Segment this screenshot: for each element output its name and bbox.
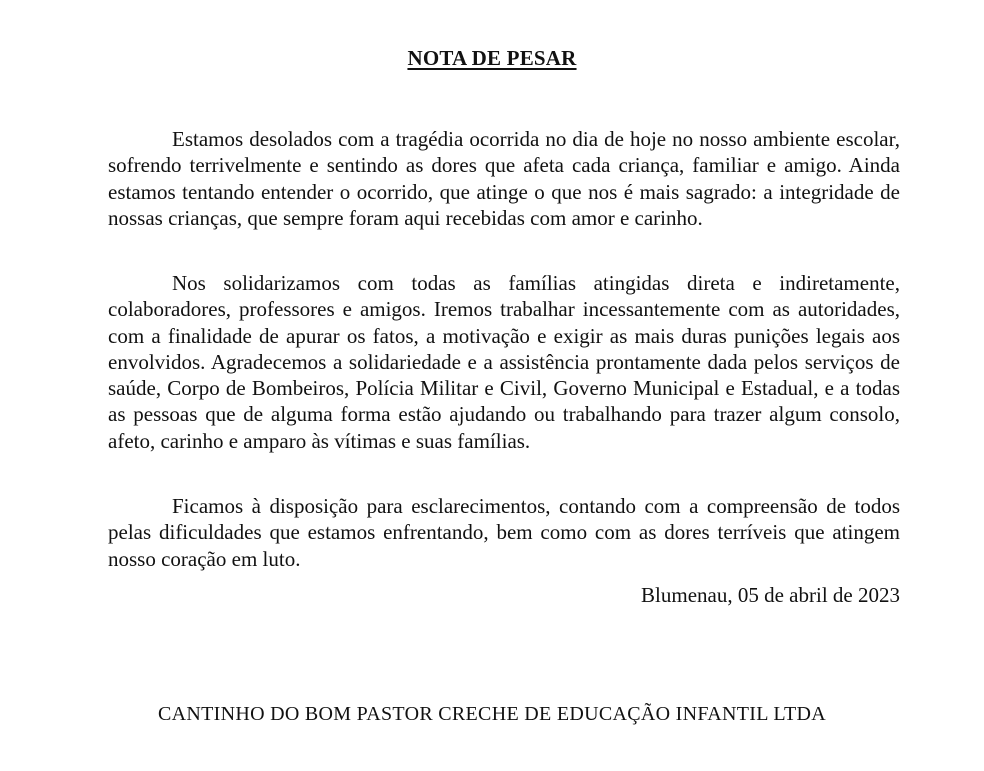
- place-date: Blumenau, 05 de abril de 2023: [641, 583, 900, 607]
- paragraph-availability: Ficamos à disposição para esclarecimentos, contando com a compreensão de todos pelas dificuldades que estamos enfrentando, bem como com as dores terríveis que atingem nosso coração em luto.: [108, 494, 900, 571]
- paragraph-solidarity: Nos solidarizamos com todas as famílias atingidas direta e indiretamente, colaboradores, professores e amigos. Iremos trabalhar incessantemente com as autoridades, com a finalidade de apurar os fatos, a motivação e exigir as mais duras punições legais aos envolvidos. Agradecemos a solidariedade e a assistência prontamente dada pelos serviços de saúde, Corpo de Bombeiros, Polícia Militar e Civil, Governo Municipal e Estadual, e a todas as pessoas que de alguma forma estão ajudando ou trabalhando para trazer algum consolo, afeto, carinho e amparo às vítimas e suas famílias.: [108, 271, 900, 453]
- paragraph-condolence: Estamos desolados com a tragédia ocorrida no dia de hoje no nosso ambiente escolar, sofrendo terrivelmente e sentindo as dores que afeta cada criança, familiar e amigo. Ainda estamos tentando entender o ocorrido, que atinge o que nos é mais sagrado: a integridade de nossas crianças, que sempre foram aqui recebidas com amor e carinho.: [108, 127, 900, 230]
- document-title: NOTA DE PESAR: [407, 46, 577, 70]
- signature-institution: CANTINHO DO BOM PASTOR CRECHE DE EDUCAÇÃO INFANTIL LTDA: [157, 703, 826, 725]
